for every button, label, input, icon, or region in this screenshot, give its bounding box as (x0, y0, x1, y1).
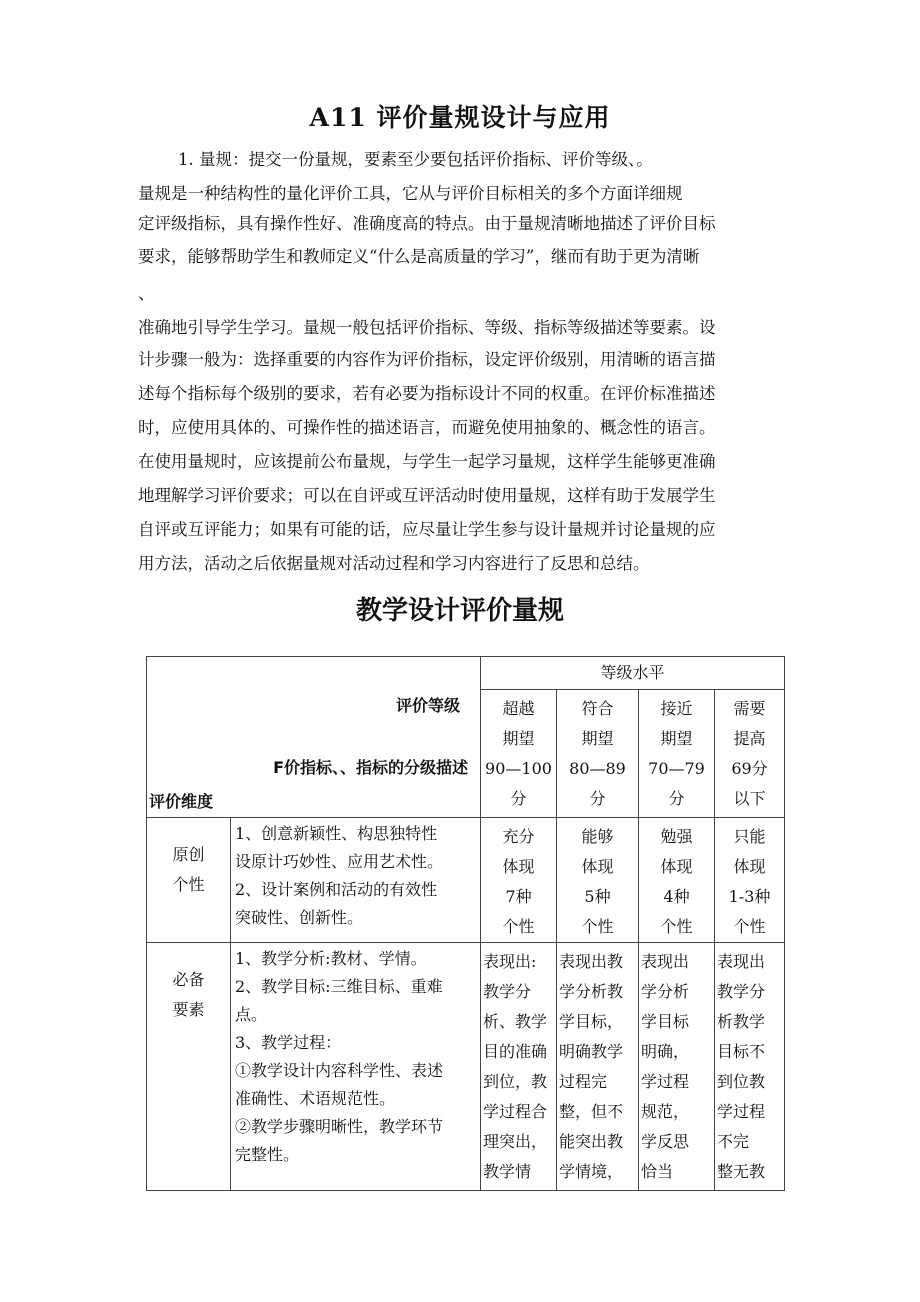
level-text: 期望 (502, 729, 535, 748)
score-text: 过程完 (559, 1072, 608, 1091)
table-row (147, 818, 785, 943)
score-text: 个性 (733, 917, 766, 936)
description-cell (231, 818, 481, 943)
paragraph-line: 地理解学习评价要求；可以在自评或互评活动时使用量规，这样有助于发展学生 (138, 486, 716, 505)
level-header-cell (557, 690, 639, 818)
document-title: A11 评价量规设计与应用 (309, 103, 611, 132)
level-text: 提高 (733, 729, 766, 748)
level-text: 接近 (660, 699, 693, 718)
dimension-text: 必备 (172, 970, 205, 989)
description-line: 1、教学分析:教材、学情。 (235, 949, 427, 968)
rubric-title: 教学设计评价量规 (355, 596, 564, 626)
score-text: 个性 (660, 917, 693, 936)
score-text: 体现 (502, 857, 535, 876)
score-text: 恰当 (641, 1162, 674, 1181)
score-text: 不完 (717, 1132, 750, 1151)
level-text: 69分 (731, 759, 768, 778)
paragraph-line: 要求，能够帮助学生和教师定义“什么是高质量的学习”，继而有助于更为清晰 (138, 247, 700, 266)
level-header-cell (639, 690, 715, 818)
level-header-cell (715, 690, 785, 818)
score-text: 整无教 (717, 1162, 766, 1181)
header-corner-cell (147, 657, 481, 818)
score-text: 个性 (502, 917, 535, 936)
level-text: 符合 (581, 699, 614, 718)
grade-label: 评价等级 (395, 696, 460, 715)
paragraph-line: 量规是一种结构性的量化评价工具，它从与评价目标相关的多个方面详细规 (138, 184, 683, 203)
score-text: 5种 (584, 887, 611, 906)
score-text: 教学情 (483, 1162, 532, 1181)
level-header-cell (481, 690, 557, 818)
score-text: 整，但不 (559, 1102, 624, 1121)
table-row (147, 943, 785, 1191)
description-line: 2、设计案例和活动的有效性 (235, 880, 438, 899)
score-text: 学反思 (641, 1132, 690, 1151)
score-text: 学目标， (559, 1012, 624, 1031)
score-text: 学过程 (641, 1072, 690, 1091)
level-text: 需要 (733, 699, 766, 718)
score-text: 只能 (733, 827, 766, 846)
score-text: 目标不 (717, 1042, 766, 1061)
level-text: 80—89 (569, 759, 626, 778)
paragraph-line: 自评或互评能力；如果有可能的话，应尽量让学生参与设计量规并讨论量规的应 (138, 520, 716, 539)
level-text: 以下 (733, 789, 766, 808)
level-text: 70—79 (648, 759, 705, 778)
score-text: 7种 (505, 887, 532, 906)
score-text: 理突出， (483, 1132, 548, 1151)
paragraph-line: 定评级指标，具有操作性好、准确度高的特点。由于量规清晰地描述了评价目标 (138, 214, 716, 233)
score-text: 能够 (581, 827, 614, 846)
description-line: 点。 (235, 1005, 268, 1024)
score-text: 学分析教 (559, 982, 624, 1001)
paragraph-line: 、 (138, 284, 155, 303)
dimension-text: 要素 (172, 1000, 205, 1019)
score-text: 表现出: (483, 952, 537, 971)
description-line: ①教学设计内容科学性、表述 (235, 1061, 444, 1080)
dimension-label: 评价维度 (149, 792, 214, 811)
description-line: 设原计巧妙性、应用艺术性。 (235, 852, 444, 871)
score-cell (481, 943, 557, 1191)
score-cell (557, 818, 639, 943)
indicator-label: F价指标、、指标的分级描述 (273, 758, 468, 777)
dimension-text: 原创 (172, 845, 205, 864)
level-text: 期望 (660, 729, 693, 748)
score-text: 体现 (581, 857, 614, 876)
score-cell (715, 943, 785, 1191)
rubric-table (146, 656, 785, 1191)
description-cell (231, 943, 481, 1191)
score-text: 表现出 (641, 952, 690, 971)
paragraph-line: 准确地引导学生学习。量规一般包括评价指标、等级、指标等级描述等要素。设 (138, 318, 716, 337)
score-text: 教学分 (483, 982, 532, 1001)
score-text: 学过程 (717, 1102, 766, 1121)
score-text: 学过程合 (483, 1102, 548, 1121)
score-cell (557, 943, 639, 1191)
score-cell (715, 818, 785, 943)
score-text: 目的准确 (483, 1042, 548, 1061)
level-text: 超越 (502, 699, 535, 718)
level-group-header: 等级水平 (481, 657, 785, 690)
description-line: 突破性、创新性。 (235, 908, 364, 927)
score-text: 到位教 (717, 1072, 766, 1091)
paragraph-line: 在使用量规时，应该提前公布量规，与学生一起学习量规，这样学生能够更准确 (138, 452, 716, 471)
level-text: 90—100 (485, 759, 552, 778)
description-line: 1、创意新颖性、构思独特性 (235, 824, 438, 843)
level-text: 期望 (581, 729, 614, 748)
score-text: 能突出教 (559, 1132, 624, 1151)
score-text: 教学分 (717, 982, 766, 1001)
score-text: 体现 (660, 857, 693, 876)
score-text: 勉强 (660, 827, 693, 846)
table-row (147, 657, 785, 690)
score-text: 明确教学 (559, 1042, 624, 1061)
score-text: 表现出 (717, 952, 766, 971)
paragraph-line: 用方法，活动之后依据量规对活动过程和学习内容进行了反思和总结。 (138, 554, 650, 573)
paragraph-line: 述每个指标每个级别的要求，若有必要为指标设计不同的权重。在评价标准描述 (138, 384, 716, 403)
score-text: 到位，教 (483, 1072, 548, 1091)
score-text: 充分 (502, 827, 535, 846)
score-cell (481, 818, 557, 943)
score-cell (639, 943, 715, 1191)
dimension-text: 个性 (172, 875, 205, 894)
score-cell (639, 818, 715, 943)
dimension-cell (147, 943, 231, 1191)
score-text: 析教学 (717, 1012, 766, 1031)
description-line: 准确性、术语规范性。 (235, 1089, 396, 1108)
score-text: 体现 (733, 857, 766, 876)
paragraph-line: 时，应使用具体的、可操作性的描述语言，而避免使用抽象的、概念性的语言。 (138, 418, 716, 437)
score-text: 个性 (581, 917, 614, 936)
level-text: 分 (510, 789, 527, 808)
description-line: ②教学步骤明晰性，教学环节 (235, 1117, 444, 1136)
score-text: 表现出教 (559, 952, 624, 971)
score-text: 学目标 (641, 1012, 690, 1031)
level-text: 分 (589, 789, 606, 808)
score-text: 规范， (641, 1102, 690, 1121)
paragraph-line: 计步骤一般为：选择重要的内容作为评价指标，设定评价级别，用清晰的语言描 (138, 350, 716, 369)
description-line: 3、教学过程： (235, 1033, 342, 1052)
score-text: 1-3种 (728, 887, 771, 906)
dimension-cell (147, 818, 231, 943)
score-text: 明确， (641, 1042, 690, 1061)
score-text: 4种 (663, 887, 690, 906)
description-line: 完整性。 (235, 1145, 300, 1164)
level-text: 分 (668, 789, 685, 808)
intro-line: 1. 量规：提交一份量规，要素至少要包括评价指标、评价等级、。 (178, 150, 653, 169)
description-line: 2、教学目标:三维目标、重难 (235, 977, 443, 996)
score-text: 学情境， (559, 1162, 624, 1181)
score-text: 析、教学 (483, 1012, 548, 1031)
score-text: 学分析 (641, 982, 690, 1001)
